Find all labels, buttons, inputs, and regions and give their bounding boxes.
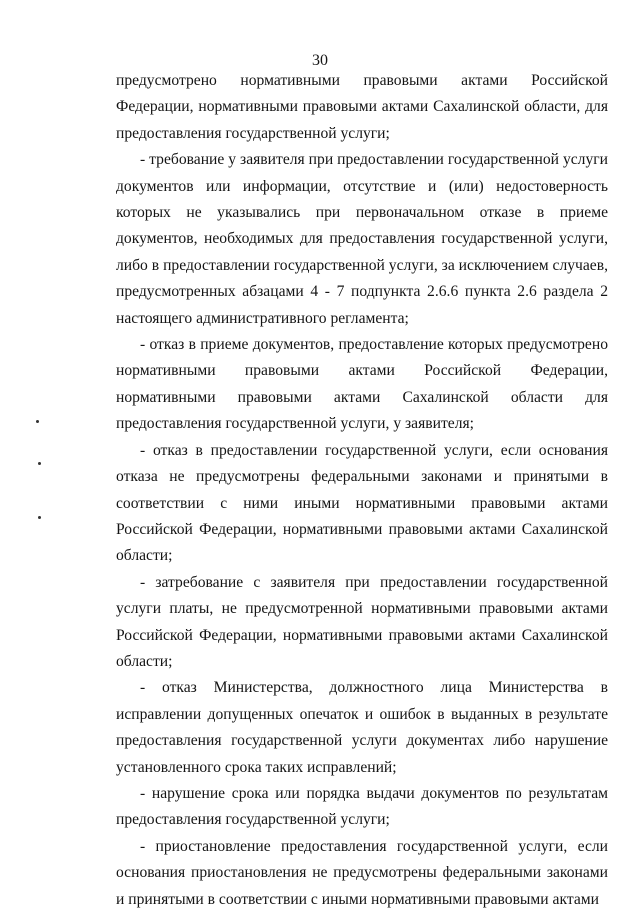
paragraph-document-requirement: - требование у заявителя при предоставлении государственной услуги документов или информации, отсутствие и (или) недостоверность которых не указывались при первоначальном отказе в приеме документов, необходимых для предоставления государственной услуги, либо в предоставлении государственной услуги, за исключением случаев, предусмотренных абзацами 4 - 7 подпункта 2.6.6 пункта 2.6 раздела 2 настоящего административного регламента;	[116, 151, 608, 327]
paragraph-suspension: - приостановление предоставления государственной услуги, если основания приостановления не предусмотрены федеральными законами и принятыми в соответствии с иными нормативными правовыми актами	[116, 837, 608, 908]
margin-mark	[38, 462, 41, 465]
page-number: 30	[312, 52, 328, 69]
document-body	[116, 68, 608, 913]
paragraph-refusal-acceptance: - отказ в приеме документов, предоставление которых предусмотрено нормативными правовыми актами Российской Федерации, нормативными правовыми актами Сахалинской области для предоставления государственной услуги, у заявителя;	[116, 336, 608, 433]
paragraph-refusal-service: - отказ в предоставлении государственной услуги, если основания отказа не предусмотрены федеральными законами и принятыми в соответствии с ними иными нормативными правовыми актами Российской Федерации, нормативными правовыми актами Сахалинской области;	[116, 441, 608, 565]
paragraph-deadline-violation: - нарушение срока или порядка выдачи документов по результатам предоставления государственной услуги;	[116, 784, 608, 829]
paragraph-fee-demand: - затребование с заявителя при предоставлении государственной услуги платы, не предусмотренной нормативными правовыми актами Российской Федерации, нормативными правовыми актами Сахалинской области;	[116, 573, 608, 670]
margin-mark	[36, 420, 39, 423]
margin-mark	[38, 516, 41, 519]
paragraph-continuation: предусмотрено нормативными правовыми актами Российской Федерации, нормативными правовыми актами Сахалинской области, для предоставления государственной услуги;	[116, 72, 608, 142]
paragraph-correction-refusal: - отказ Министерства, должностного лица Министерства в исправлении допущенных опечаток и ошибок в выданных в результате предоставления государственной услуги документах либо нарушение установленного срока таких исправлений;	[116, 679, 608, 776]
